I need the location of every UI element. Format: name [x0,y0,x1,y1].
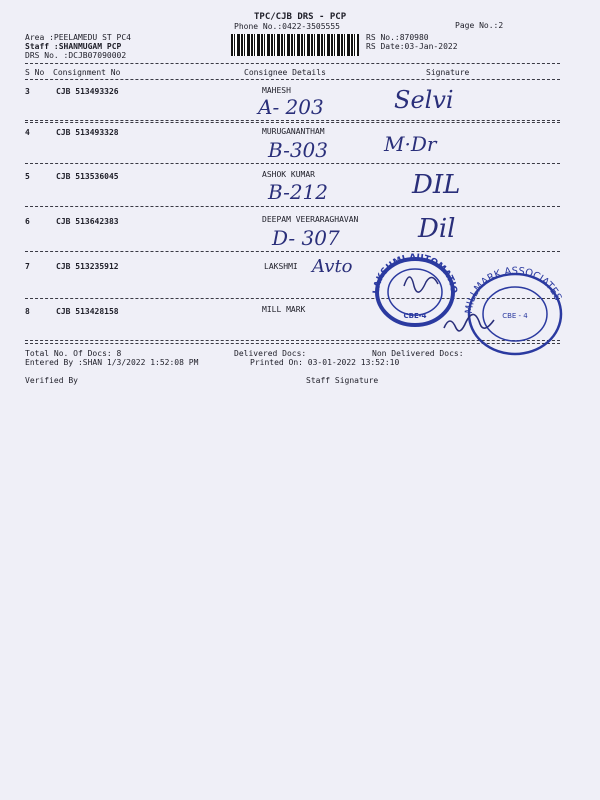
row-handwritten-flat: A- 203 [258,95,324,119]
staff-signature-label: Staff Signature [306,376,379,385]
row-consignee: ASHOK KUMAR [262,170,315,179]
row-signature: Selvi [394,86,454,114]
non-delivered-docs: Non Delivered Docs: [372,349,464,358]
row-signature: DIL [412,170,461,200]
row-consignee: MAHESH [262,86,291,95]
row-signature: Dil [418,214,456,244]
staff-field: Staff :SHANMUGAM PCP [25,42,122,51]
row-sno: 3 [25,87,30,96]
divider [25,122,560,123]
row-handwritten-flat: B-212 [268,180,328,204]
divider [25,120,560,121]
row-handwritten-flat: Avto [312,256,353,277]
col-header-sno: S No [25,68,45,77]
row-sno: 4 [25,128,30,137]
row-consignee: MILL MARK [262,305,306,314]
verified-by-label: Verified By [25,376,78,385]
col-header-consignee: Consignee Details [244,68,326,77]
page-number: Page No.:2 [455,21,504,30]
row-consignee: LAKSHMI [264,262,298,271]
col-header-consignment: Consignment No [53,68,121,77]
row-consignment: CJB 513642383 [56,217,119,226]
col-header-signature: Signature [426,68,470,77]
drs-number: DRS No. :DCJB07090002 [25,51,127,60]
printed-on: Printed On: 03-01-2022 13:52:10 [250,358,400,367]
svg-text:CBE - 4: CBE - 4 [502,312,528,320]
document-title: TPC/CJB DRS - PCP [254,12,347,22]
row-handwritten-flat: B-303 [268,138,328,162]
divider [25,163,560,164]
row-consignment: CJB 513235912 [56,262,119,271]
delivered-docs: Delivered Docs: [234,349,307,358]
row-sno: 8 [25,307,30,316]
svg-text:CBE-4: CBE-4 [403,312,427,320]
phone-number: Phone No.:0422-3505555 [234,22,340,31]
row-sno: 6 [25,217,30,226]
row-sno: 7 [25,262,30,271]
divider [25,251,560,252]
area-field: Area :PEELAMEDU ST PC4 [25,33,131,42]
divider [25,63,560,64]
row-sno: 5 [25,172,30,181]
row-consignment: CJB 513536045 [56,172,119,181]
entered-by: Entered By :SHAN 1/3/2022 1:52:08 PM [25,358,199,367]
row-consignment: CJB 513493328 [56,128,119,137]
divider [25,79,560,80]
handwritten-signature-scribble [440,300,500,336]
row-consignee: MURUGANANTHAM [262,127,325,136]
row-consignee: DEEPAM VEERARAGHAVAN [262,215,359,224]
barcode [231,34,359,56]
row-signature: M·Dr [384,132,437,156]
svg-text:MILLMARK ASSOCIATES: MILLMARK ASSOCIATES [463,265,564,315]
row-consignment: CJB 513493326 [56,87,119,96]
divider [25,206,560,207]
rs-date: RS Date:03-Jan-2022 [366,42,458,51]
row-handwritten-flat: D- 307 [272,226,340,250]
row-consignment: CJB 513428158 [56,307,119,316]
total-docs: Total No. Of Docs: 8 [25,349,122,358]
rs-number: RS No.:870980 [366,33,429,42]
svg-text:LAKSHMI AUTOMATION: LAKSHMI AUTOMATION [368,247,459,295]
